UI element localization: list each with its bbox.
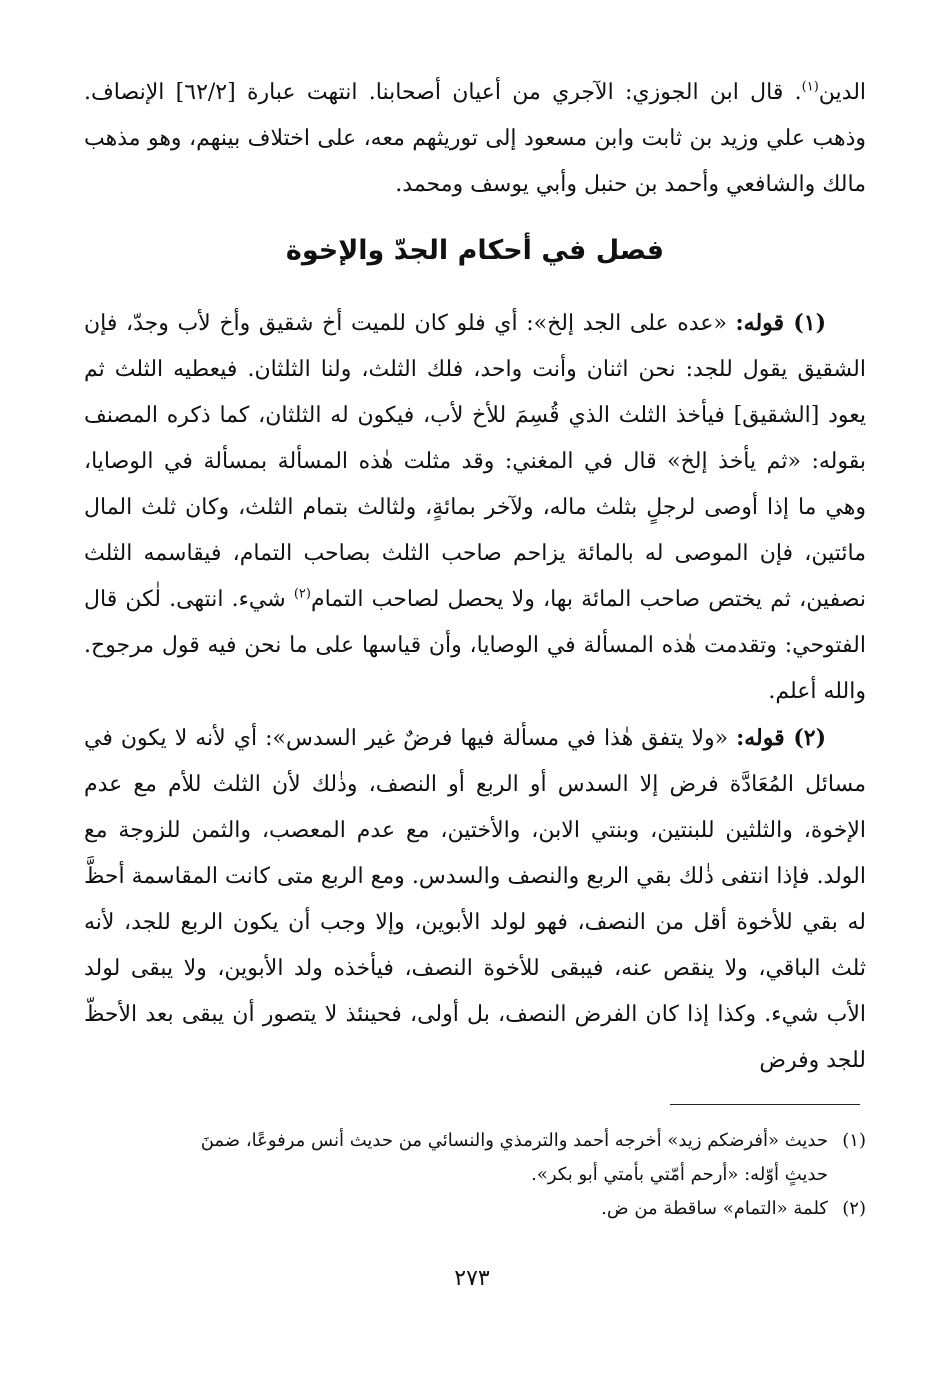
footnote-marker-2[interactable]: (٢) [293, 586, 311, 602]
page-number: ٢٧٣ [454, 1266, 490, 1291]
footnote-1-continuation: حديثٍ أوّله: «أرحم أمّتي بأمتي أبو بكر». [531, 1164, 828, 1185]
page-reference: [٦٢/٢] [175, 80, 236, 105]
note-2-text: «ولا يتفق هٰذا في مسألة فيها فرضٌ غير السدس»: أي لأنه لا يكون في مسائل المُعَادَّة فرض إلا السدس أو الربع أو النصف، وذٰلك لأن الثلث للأم مع عدم الإخوة، والثلثين للبنتين، وبنتي الابن، والأختين، مع عدم المعصب، والثمن للزوجة مع الولد. فإذا انتفى ذٰلك بقي الربع والنصف والسدس. ومع الربع متى كانت المقاسمة أحظَّ له بقي للأخوة أقل من النصف، فهو لولد الأبوين، وإلا وجب أن يكون الربع للجد، لأنه ثلث الباقي، ولا ينقص عنه، فيبقى للأخوة النصف، فيأخذه ولد الأبوين، ولا يبقى لولد الأب شيء. وكذا إذا كان الفرض النصف، بل أولى، فحينئذ لا يتصور أن يبقى بعد الأحظّ للجد وفرض [84, 726, 866, 1073]
commentary-note-1 [84, 300, 866, 715]
note-2-marker: (٢) قوله: [736, 725, 826, 751]
note-1-text-part-a: «عده على الجد إلخ»: أي فلو كان للميت أخ شقيق وأخ لأب وجدّ، فإن الشقيق يقول للجد: نحن اثنان وأنت واحد، فلك الثلث، ولنا الثلثان. فيعطيه الثلث ثم يعود [الشقيق] فيأخذ الثلث الذي قُسِمَ للأخ لأب، فيكون له الثلثان، كما ذكره المصنف بقوله: «ثم يأخذ إلخ» قال في المغني: وقد مثلت هٰذه المسألة بمسألة في الوصايا، وهي ما إذا أوصى لرجلٍ بثلث ماله، ولآخر بمائةٍ، ولثالث بتمام الثلث، وكان ثلث المال مائتين، فإن الموصى له بالمائة يزاحم صاحب الثلث بصاحب التمام، فيقاسمه الثلث نصفين، ثم يختص صاحب المائة بها، ولا يحصل لصاحب التمام [84, 311, 866, 612]
footnote-1-line-1: حديث «أفرضكم زيد» أخرجه أحمد والترمذي والنسائي من حديث أنس مرفوعًا، ضمنَ [200, 1130, 828, 1151]
footnote-marker-1[interactable]: (١) [801, 79, 819, 95]
footnotes [84, 1124, 866, 1226]
section-title: فصل في أحكام الجدّ والإخوة [285, 235, 665, 266]
footnote-2 [84, 1192, 866, 1226]
footnote-2-text: كلمة «التمام» ساقطة من ض. [601, 1198, 828, 1219]
note-1-marker: (١) قوله: [735, 310, 826, 336]
footnote-1 [84, 1124, 866, 1158]
commentary-note-2 [84, 715, 866, 1084]
footnote-1-number: (١) [842, 1130, 866, 1151]
intro-text-part-b: . قال ابن الجوزي: الآجري من أعيان أصحابنا. انتهت عبارة [235, 80, 802, 105]
intro-text-part-a: الدين [818, 80, 867, 105]
intro-text [84, 70, 866, 208]
intro-paragraph [84, 70, 866, 208]
footnote-divider [670, 1104, 860, 1105]
footnote-2-number: (٢) [842, 1198, 866, 1219]
commentary-notes [84, 300, 866, 1084]
note-1-text-part-b: شيء. انتهى. لٰكن قال الفتوحي: وتقدمت هٰذه المسألة في الوصايا، وأن قياسها على ما نحن فيه قول مرجوح. والله أعلم. [84, 587, 866, 704]
intro-text-part-c: الإنصاف. وذهب علي وزيد بن ثابت وابن مسعود إلى توريثهم معه، على اختلاف بينهم، وهو مذهب مالك والشافعي وأحمد بن حنبل وأبي يوسف ومحمد. [84, 80, 866, 197]
